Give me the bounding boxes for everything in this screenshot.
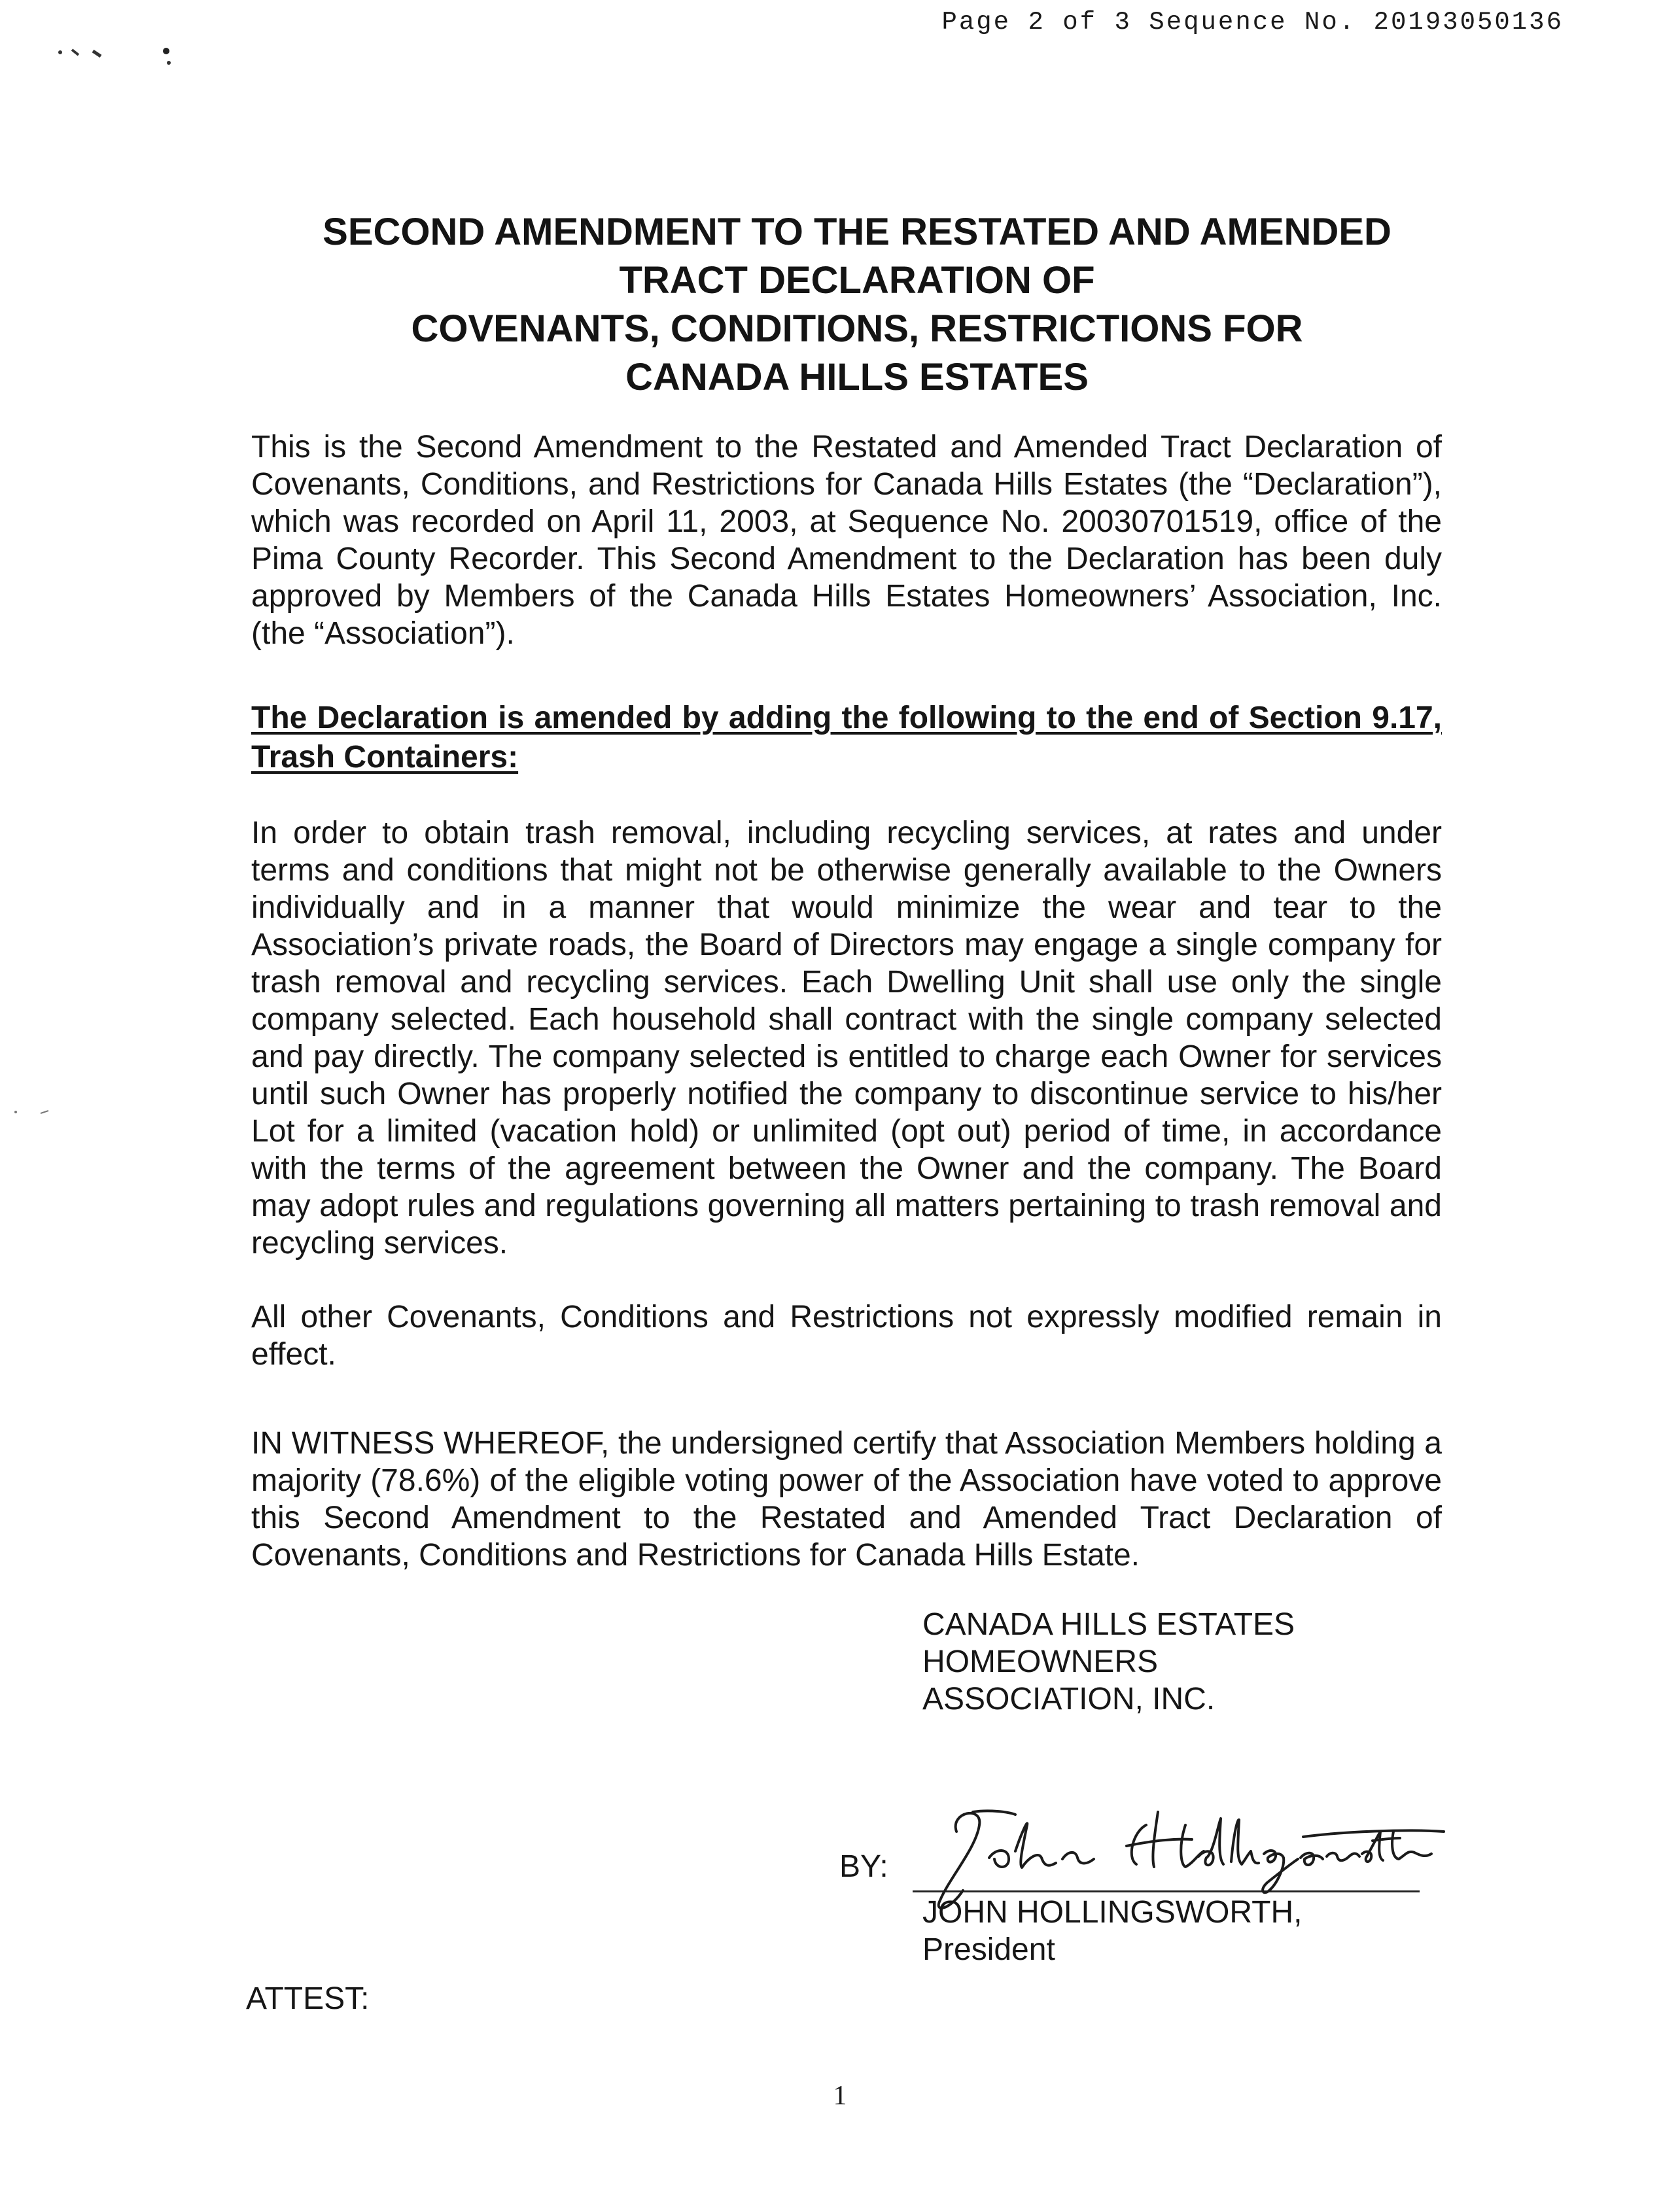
scan-specks xyxy=(55,46,199,85)
org-line: CANADA HILLS ESTATES xyxy=(922,1607,1295,1642)
other-covenants-paragraph: All other Covenants, Conditions and Restrictions not expressly modified remain in effect. xyxy=(251,1300,1442,1372)
title-line: TRACT DECLARATION OF xyxy=(619,259,1095,302)
amendment-paragraph: In order to obtain trash removal, including recycling services, at rates and under terms and conditions that might not be otherwise generally available to the Owners individually and in a manner that would minimize the wear and tear to the Association’s private roads, the Board of Directors may engage a single company for trash removal and recycling services. Each Dwelling Unit shall use only the single company selected. Each household shall contract with the single company selected and pay directly. The company selected is entitled to charge each Owner for services until such Owner has properly notified the company to discontinue service to his/her Lot for a limited (vacation hold) or unlimited (opt out) period of time, in accordance with the terms of the agreement between the Owner and the company. The Board may adopt rules and regulations governing all matters pertaining to trash removal and recycling services. xyxy=(251,816,1442,1261)
title-line: CANADA HILLS ESTATES xyxy=(625,356,1089,398)
page-number: 1 xyxy=(833,2081,847,2111)
by-label: BY: xyxy=(839,1849,888,1884)
org-line: HOMEOWNERS xyxy=(922,1644,1158,1679)
association-name-block xyxy=(922,1606,1295,1718)
intro-paragraph: This is the Second Amendment to the Restated and Amended Tract Declaration of Covenants, Conditions, and Restrictions for Canada Hills Estates (the “Declaration”), which was recorded on April 11, 2003, at Sequence No. 20030701519, office of the Pima County Recorder. This Second Amendment to the Declaration has been duly approved by Members of the Canada Hills Estates Homeowners’ Association, Inc. (the “Association”). xyxy=(251,430,1442,651)
recorder-page-stamp: Page 2 of 3 Sequence No. 20193050136 xyxy=(941,8,1564,37)
org-line: ASSOCIATION, INC. xyxy=(922,1682,1216,1716)
witness-paragraph: IN WITNESS WHEREOF, the undersigned certify that Association Members holding a majority (78.6%) of the eligible voting power of the Association have voted to approve this Second Amendment to the Restated and Amended Tract Declaration of Covenants, Conditions and Restrictions for Canada Hills Estate. xyxy=(251,1426,1442,1573)
signer-title: President xyxy=(922,1932,1055,1967)
scan-specks-side xyxy=(12,1105,58,1119)
title-line: COVENANTS, CONDITIONS, RESTRICTIONS FOR xyxy=(411,307,1303,350)
document-title xyxy=(216,208,1498,402)
title-line: SECOND AMENDMENT TO THE RESTATED AND AMENDED xyxy=(323,211,1391,253)
amendment-heading: The Declaration is amended by adding the following to the end of Section 9.17, Trash Containers: xyxy=(251,701,1442,774)
signer-name: JOHN HOLLINGSWORTH, xyxy=(922,1895,1303,1930)
attest-label: ATTEST: xyxy=(246,1981,370,2016)
